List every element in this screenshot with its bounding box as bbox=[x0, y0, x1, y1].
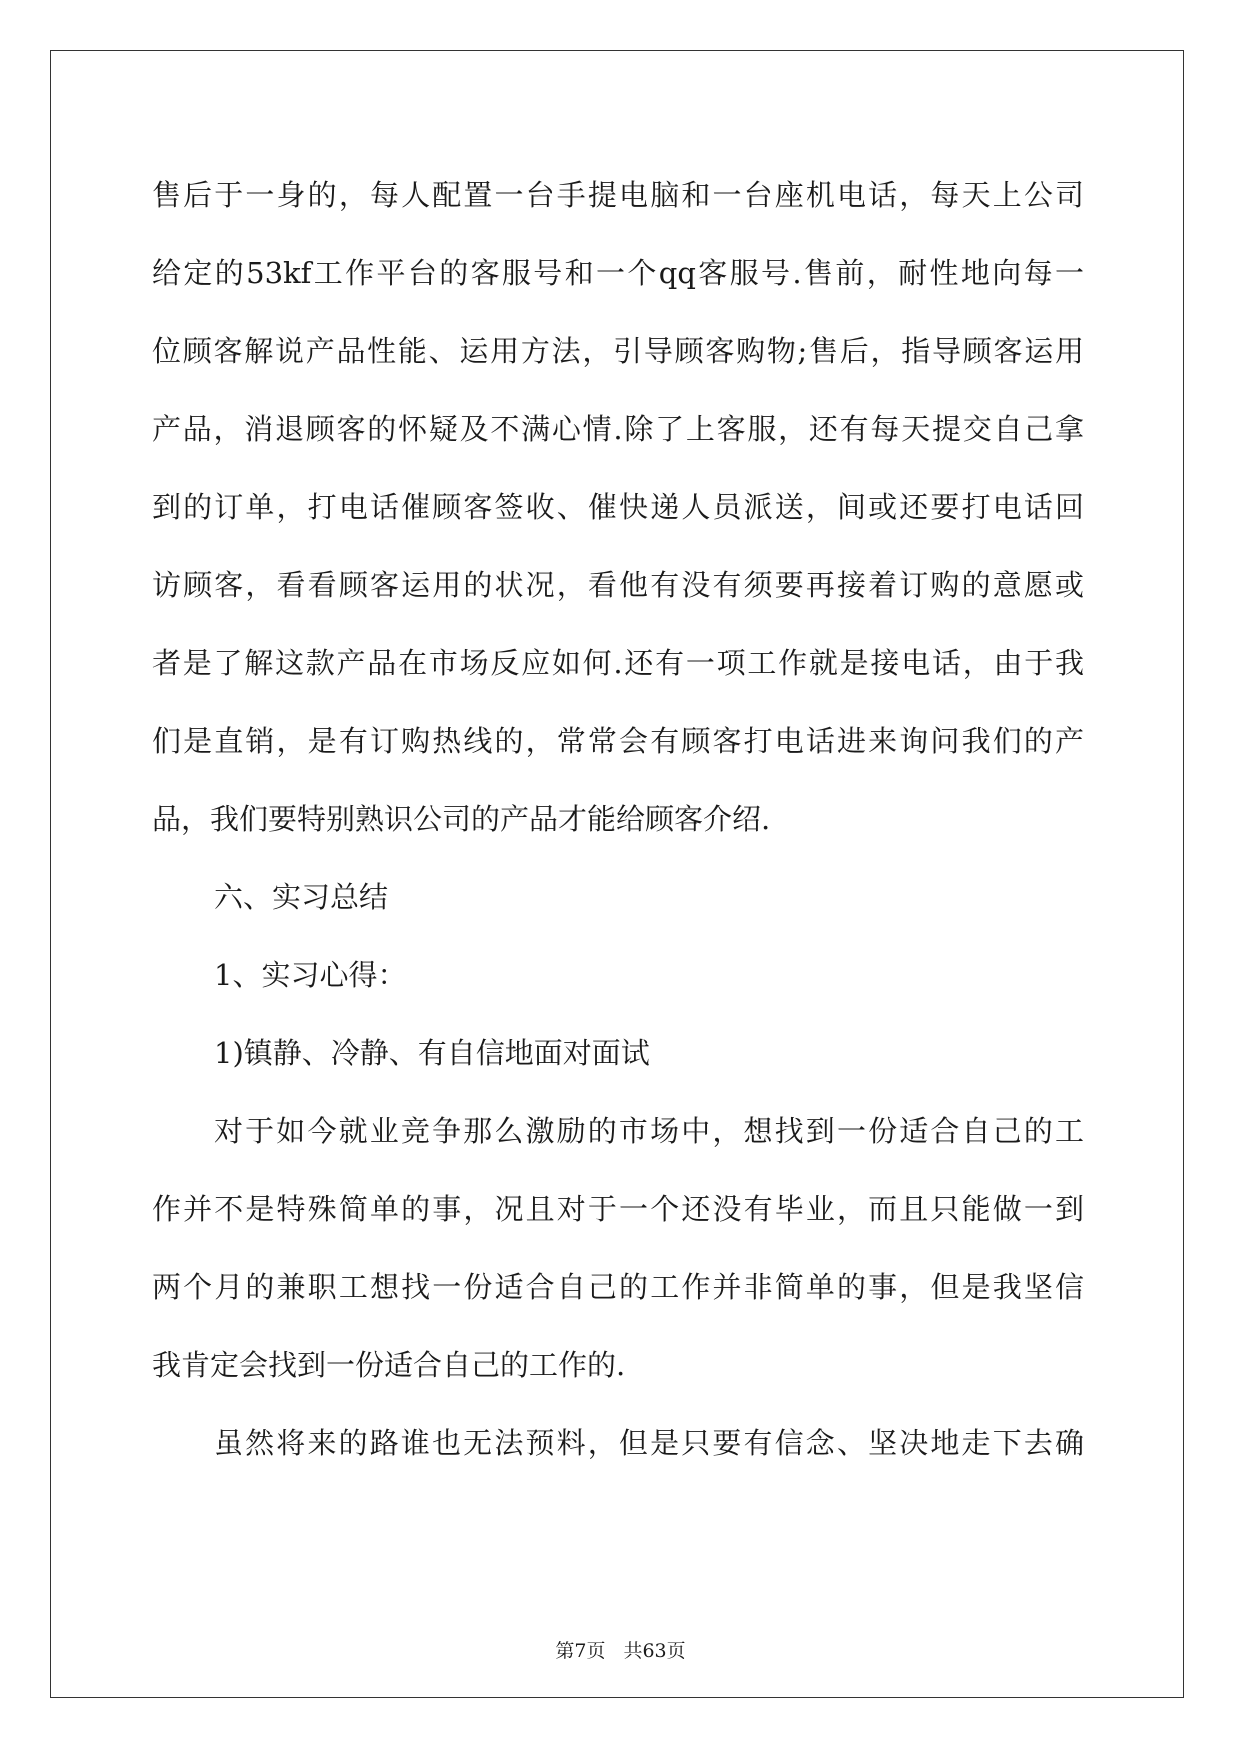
paragraph-line: 我肯定会找到一份适合自己的工作的. bbox=[152, 1348, 626, 1382]
section-heading: 六、实习总结 bbox=[214, 880, 389, 914]
paragraph-line: 位顾客解说产品性能、运用方法，引导顾客购物;售后，指导顾客运用 bbox=[152, 334, 1084, 368]
paragraph-line: 品，我们要特别熟识公司的产品才能给顾客介绍. bbox=[152, 802, 771, 836]
paragraph-line: 给定的53kf工作平台的客服号和一个qq客服号.售前，耐性地向每一 bbox=[152, 256, 1084, 290]
paragraph-line: 访顾客，看看顾客运用的状况，看他有没有须要再接着订购的意愿或 bbox=[152, 568, 1084, 602]
paragraph-line: 虽然将来的路谁也无法预料，但是只要有信念、坚决地走下去确 bbox=[214, 1426, 1084, 1460]
paragraph-line: 们是直销，是有订购热线的，常常会有顾客打电话进来询问我们的产 bbox=[152, 724, 1084, 758]
paragraph-line: 者是了解这款产品在市场反应如何.还有一项工作就是接电话，由于我 bbox=[152, 646, 1084, 680]
page-number-current: 第7页 bbox=[555, 1640, 606, 1662]
page-number-total: 共63页 bbox=[623, 1640, 686, 1662]
paragraph-line: 到的订单，打电话催顾客签收、催快递人员派送，间或还要打电话回 bbox=[152, 490, 1084, 524]
list-item-heading: 1)镇静、冷静、有自信地面对面试 bbox=[214, 1036, 650, 1070]
paragraph-line: 作并不是特殊简单的事，况且对于一个还没有毕业，而且只能做一到 bbox=[152, 1192, 1084, 1226]
document-body bbox=[152, 156, 1084, 1482]
paragraph-line: 售后于一身的，每人配置一台手提电脑和一台座机电话，每天上公司 bbox=[152, 178, 1084, 212]
paragraph-line: 两个月的兼职工想找一份适合自己的工作并非简单的事，但是我坚信 bbox=[152, 1270, 1084, 1304]
subsection-heading: 1、实习心得： bbox=[214, 958, 407, 992]
page-footer bbox=[0, 1636, 1241, 1663]
paragraph-line: 产品，消退顾客的怀疑及不满心情.除了上客服，还有每天提交自己拿 bbox=[152, 412, 1084, 446]
paragraph-line: 对于如今就业竞争那么激励的市场中，想找到一份适合自己的工 bbox=[214, 1114, 1084, 1148]
